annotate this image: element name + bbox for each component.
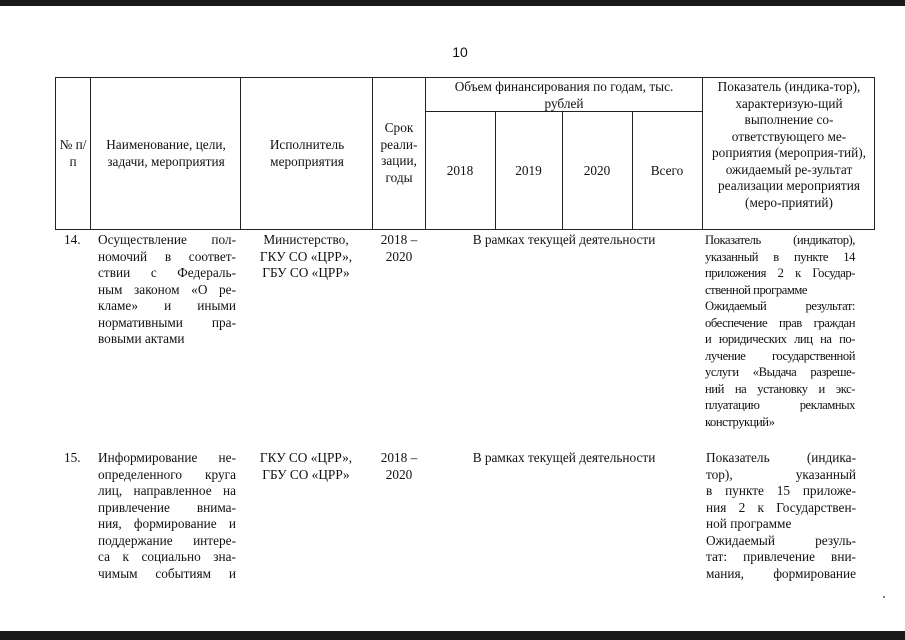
row-indicator: Показатель (индикатор), указанный в пункте 14 приложения 2 к Государ- ственной программе Ожидаемый результат: обеспечение прав граждан и юридических лиц на по- лучение государственной услуги «Выдача разреше- ний на установку и экс- плуатацию рекламных конструкций» (705, 233, 855, 429)
scan-top-edge (0, 0, 905, 6)
header-funding-title: Объем финансирования по годам, тыс. рублей (454, 79, 674, 111)
row-executor: ГКУ СО «ЦРР», ГБУ СО «ЦРР» (259, 450, 353, 482)
col-line-7 (632, 111, 633, 230)
col-line-1 (90, 77, 91, 230)
row-num: 15. (64, 450, 81, 465)
header-year-total: Всего (650, 163, 684, 178)
header-year-2020: 2020 (583, 163, 611, 178)
header-num: № п/п (59, 137, 87, 169)
row-funding: В рамках текущей деятельности (472, 450, 656, 465)
col-line-4 (425, 77, 426, 230)
row-num: 14. (64, 232, 81, 247)
scan-speck (883, 596, 885, 598)
header-year-2018: 2018 (446, 163, 474, 178)
row-term: 2018 – 2020 (380, 450, 418, 482)
row-term: 2018 – 2020 (380, 232, 418, 264)
header-executor: Исполнитель мероприятия (269, 137, 345, 169)
col-line-9 (874, 77, 875, 230)
scan-bottom-edge (0, 631, 905, 640)
page-number: 10 (452, 44, 468, 60)
col-line-3 (372, 77, 373, 230)
col-line-6 (562, 111, 563, 230)
header-bottom-border (55, 229, 875, 230)
col-line-5 (495, 111, 496, 230)
table-top-border (55, 77, 875, 78)
col-line-2 (240, 77, 241, 230)
row-funding: В рамках текущей деятельности (472, 232, 656, 247)
row-name: Информирование не- определенного круга лиц, направленное на привлечение внима- ния, формирование и поддержание интере- са к социально зна- чимым событиям и (98, 450, 236, 581)
col-line-0 (55, 77, 56, 230)
row-executor: Министерство, ГКУ СО «ЦРР», ГБУ СО «ЦРР» (259, 232, 353, 280)
header-term: Срок реали-зации, годы (380, 120, 418, 185)
header-year-2019: 2019 (515, 163, 542, 178)
row-name: Осуществление пол- номочий в соответ- ствии с Федераль- ным законом «О ре- кламе» и иными нормативными пра- вовыми актами (98, 232, 236, 346)
row-indicator: Показатель (индика- тор), указанный в пункте 15 приложе- ния 2 к Государствен- ной программе Ожидаемый резуль- тат: привлечение вни- мания, формирование (706, 450, 856, 581)
header-name: Наименование, цели, задачи, мероприятия (106, 137, 226, 169)
col-line-8 (702, 77, 703, 230)
header-indicator: Показатель (индика-тор), характеризую-щий выполнение со-ответствующего ме-роприятия (мероприя-тий), ожидаемый ре-зультат реализации мероприятия (меро-приятий) (712, 79, 866, 210)
